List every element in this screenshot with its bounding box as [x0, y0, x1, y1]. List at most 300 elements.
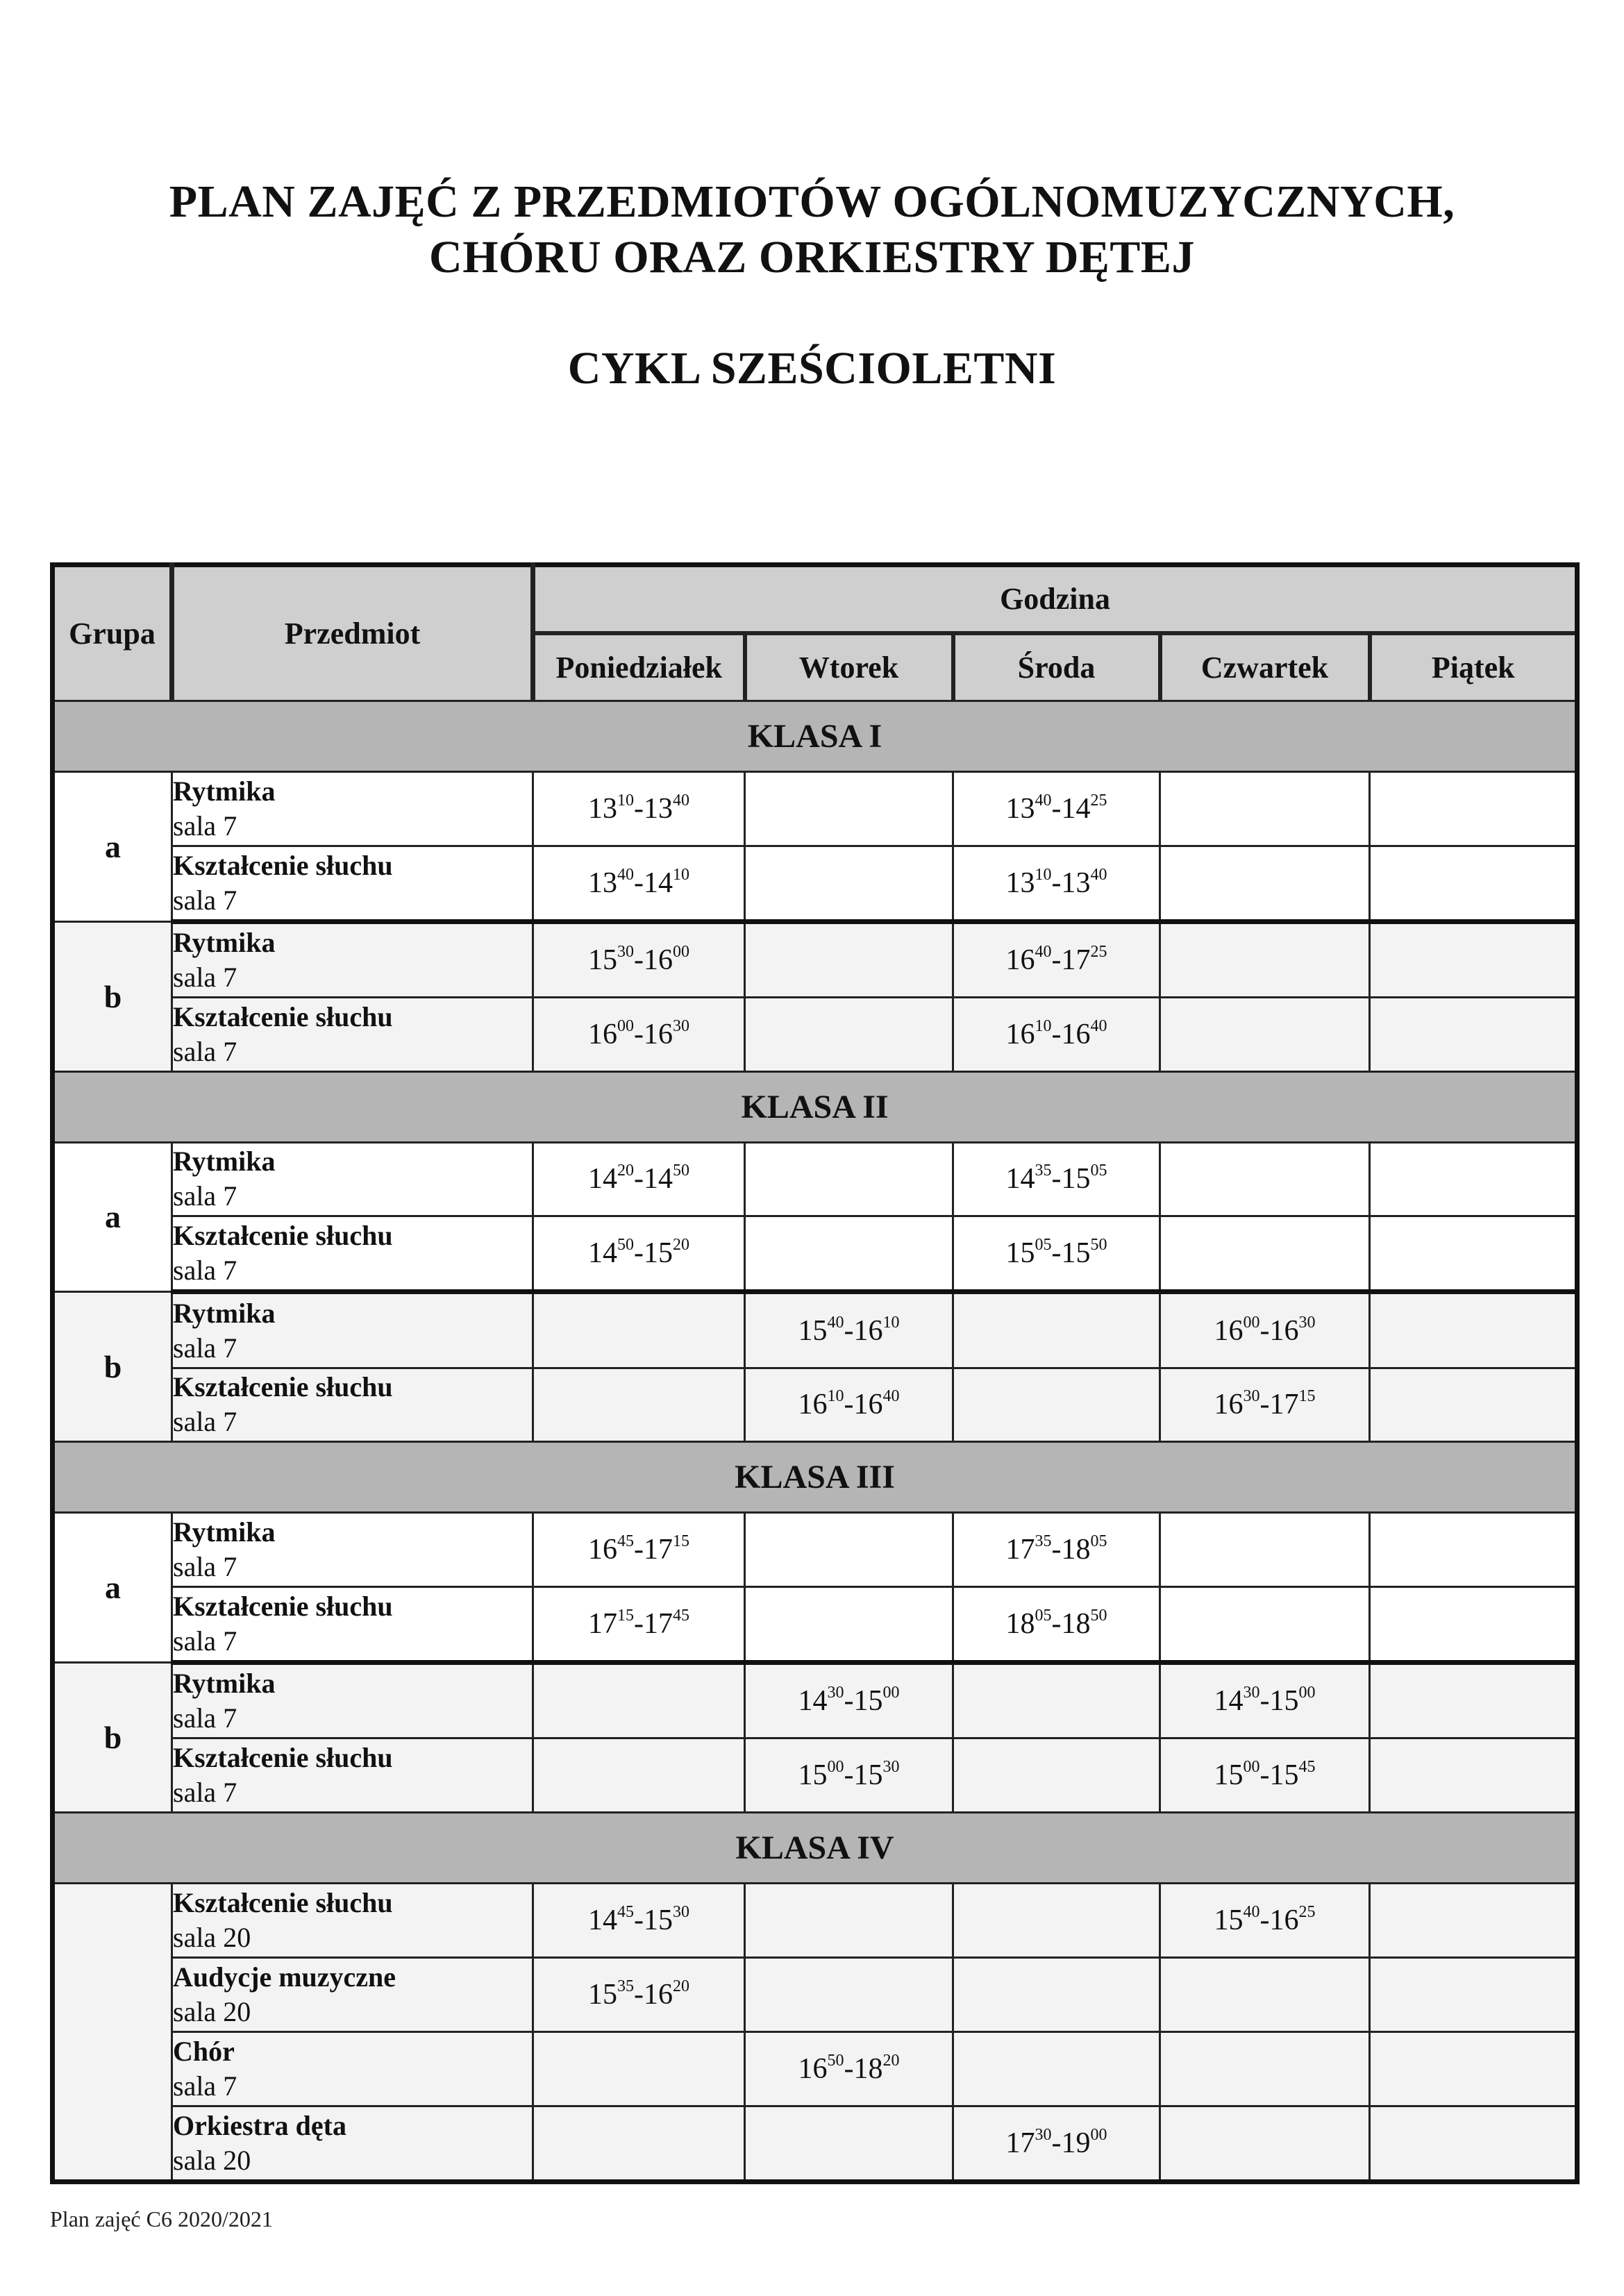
schedule-row — [53, 921, 1577, 997]
time-cell — [533, 1663, 745, 1738]
time-cell — [953, 1142, 1160, 1216]
time-cell — [1370, 1216, 1577, 1292]
room-label: sala 7 — [173, 884, 237, 916]
time-cell — [953, 1216, 1160, 1292]
end-minutes: 15 — [1298, 1387, 1316, 1406]
subject-name: Chór — [173, 2035, 235, 2067]
end-hour: 16 — [1269, 1904, 1299, 1936]
subject-cell — [172, 1513, 533, 1587]
start-hour: 16 — [1005, 944, 1035, 976]
time-cell — [533, 1513, 745, 1587]
time-dash: - — [634, 1163, 644, 1196]
start-minutes: 10 — [1035, 1016, 1052, 1035]
start-hour: 17 — [1005, 2127, 1035, 2159]
start-minutes: 40 — [1243, 1902, 1260, 1921]
start-hour: 13 — [1005, 866, 1035, 899]
start-hour: 15 — [1214, 1759, 1244, 1792]
time-cell — [1370, 1663, 1577, 1738]
start-hour: 16 — [798, 2052, 828, 2085]
time-cell — [953, 2031, 1160, 2106]
subject-name: Rytmika — [173, 1668, 276, 1700]
time-dash: - — [1051, 1534, 1062, 1566]
subject-name: Kształcenie słuchu — [173, 849, 393, 881]
start-minutes: 40 — [617, 865, 634, 884]
start-hour: 14 — [588, 1163, 617, 1196]
time-dash: - — [634, 1018, 644, 1050]
end-minutes: 25 — [1090, 791, 1107, 810]
end-hour: 17 — [644, 1534, 673, 1566]
time-dash: - — [1051, 1608, 1062, 1641]
time-dash: - — [634, 944, 644, 976]
start-hour: 17 — [1005, 1534, 1035, 1566]
subject-cell — [172, 846, 533, 921]
end-minutes: 15 — [673, 1532, 689, 1551]
start-minutes: 05 — [1035, 1236, 1052, 1255]
time-cell — [745, 2106, 953, 2181]
time-cell — [1370, 771, 1577, 846]
subject-name: Kształcenie słuchu — [173, 1886, 393, 1918]
time-cell — [533, 1587, 745, 1663]
time-dash: - — [634, 1534, 644, 1566]
start-minutes: 10 — [827, 1387, 844, 1406]
start-minutes: 45 — [617, 1532, 634, 1551]
start-hour: 13 — [1005, 792, 1035, 825]
start-hour: 17 — [588, 1608, 617, 1641]
subject-cell — [172, 2031, 533, 2106]
schedule-row — [53, 1368, 1577, 1442]
group-label: b — [53, 1292, 172, 1442]
time-cell — [953, 2106, 1160, 2181]
end-hour: 16 — [1061, 1018, 1091, 1050]
klasa-heading: KLASA I — [53, 701, 1577, 772]
time-cell — [533, 1738, 745, 1813]
klasa-row — [53, 1442, 1577, 1513]
end-minutes: 50 — [1090, 1236, 1107, 1255]
end-minutes: 30 — [673, 1016, 689, 1035]
time-dash: - — [1259, 1389, 1270, 1421]
time-dash: - — [1259, 1759, 1270, 1792]
subject-cell — [172, 1883, 533, 1957]
end-minutes: 00 — [1090, 2125, 1107, 2144]
subject-name: Kształcenie słuchu — [173, 1000, 393, 1032]
end-minutes: 10 — [882, 1313, 900, 1332]
end-hour: 16 — [1269, 1314, 1299, 1347]
subject-name: Rytmika — [173, 1516, 276, 1548]
time-cell — [953, 1738, 1160, 1813]
schedule-row — [53, 771, 1577, 846]
time-cell — [533, 1883, 745, 1957]
end-minutes: 20 — [673, 1236, 689, 1255]
klasa-heading: KLASA II — [53, 1071, 1577, 1142]
end-hour: 18 — [853, 2052, 883, 2085]
start-minutes: 35 — [617, 1977, 634, 1995]
group-label: a — [53, 1142, 172, 1292]
header-godzina: Godzina — [533, 565, 1577, 633]
subject-cell — [172, 2106, 533, 2181]
end-hour: 15 — [644, 1237, 673, 1270]
start-hour: 14 — [1005, 1163, 1035, 1196]
time-cell — [745, 771, 953, 846]
time-dash: - — [634, 792, 644, 825]
schedule-table — [50, 562, 1580, 2184]
klasa-heading: KLASA IV — [53, 1813, 1577, 1884]
group-label: b — [53, 921, 172, 1071]
time-cell — [1370, 1142, 1577, 1216]
end-hour: 16 — [853, 1314, 883, 1347]
time-cell — [1160, 1513, 1370, 1587]
end-hour: 19 — [1061, 2127, 1091, 2159]
start-hour: 15 — [798, 1759, 828, 1792]
subject-name: Rytmika — [173, 775, 276, 807]
time-cell — [745, 1587, 953, 1663]
time-cell — [1160, 1216, 1370, 1292]
time-dash: - — [634, 1608, 644, 1641]
time-cell — [1370, 1883, 1577, 1957]
header-day: Poniedziałek — [533, 633, 745, 701]
end-minutes: 05 — [1090, 1162, 1107, 1180]
start-hour: 16 — [588, 1534, 617, 1566]
end-hour: 16 — [644, 944, 673, 976]
group-label: a — [53, 1513, 172, 1663]
schedule-row — [53, 1883, 1577, 1957]
time-cell — [953, 1883, 1160, 1957]
subject-name: Kształcenie słuchu — [173, 1220, 393, 1252]
time-dash: - — [1259, 1904, 1270, 1936]
time-cell — [1160, 846, 1370, 921]
time-cell — [533, 1216, 745, 1292]
end-hour: 14 — [644, 1163, 673, 1196]
schedule-row — [53, 1663, 1577, 1738]
end-minutes: 45 — [1298, 1758, 1316, 1777]
subject-cell — [172, 1368, 533, 1442]
start-minutes: 00 — [827, 1758, 844, 1777]
end-minutes: 40 — [882, 1387, 900, 1406]
subject-cell — [172, 1587, 533, 1663]
start-hour: 14 — [588, 1904, 617, 1936]
time-cell — [953, 846, 1160, 921]
time-cell — [745, 997, 953, 1071]
subject-cell — [172, 997, 533, 1071]
schedule-row — [53, 1216, 1577, 1292]
room-label: sala 20 — [173, 1921, 251, 1953]
end-hour: 18 — [1061, 1534, 1091, 1566]
time-cell — [745, 1292, 953, 1368]
start-hour: 15 — [588, 944, 617, 976]
group-label: a — [53, 771, 172, 921]
start-minutes: 10 — [1035, 865, 1052, 884]
time-cell — [745, 1368, 953, 1442]
end-minutes: 50 — [1090, 1607, 1107, 1625]
end-minutes: 30 — [882, 1758, 900, 1777]
time-cell — [953, 921, 1160, 997]
time-dash: - — [1259, 1314, 1270, 1347]
footer-note: Plan zajęć C6 2020/2021 — [50, 2206, 273, 2231]
start-minutes: 00 — [1243, 1313, 1260, 1332]
time-cell — [745, 1663, 953, 1738]
end-hour: 13 — [644, 792, 673, 825]
subject-name: Kształcenie słuchu — [173, 1742, 393, 1774]
end-hour: 15 — [644, 1904, 673, 1936]
time-cell — [1370, 921, 1577, 997]
start-minutes: 30 — [617, 942, 634, 961]
start-minutes: 45 — [617, 1902, 634, 1921]
time-cell — [953, 771, 1160, 846]
time-cell — [953, 1513, 1160, 1587]
time-cell — [1160, 1292, 1370, 1368]
start-minutes: 35 — [1035, 1162, 1052, 1180]
subject-cell — [172, 1663, 533, 1738]
subject-name: Rytmika — [173, 1297, 276, 1329]
time-cell — [745, 921, 953, 997]
room-label: sala 7 — [173, 1702, 237, 1734]
room-label: sala 7 — [173, 961, 237, 993]
time-cell — [1160, 1587, 1370, 1663]
end-minutes: 05 — [1090, 1532, 1107, 1551]
end-minutes: 20 — [673, 1977, 689, 1995]
end-minutes: 40 — [1090, 1016, 1107, 1035]
end-minutes: 40 — [1090, 865, 1107, 884]
start-hour: 14 — [588, 1237, 617, 1270]
time-cell — [745, 1216, 953, 1292]
time-cell — [1370, 1513, 1577, 1587]
end-hour: 15 — [853, 1759, 883, 1792]
start-minutes: 40 — [827, 1313, 844, 1332]
title-line-1: PLAN ZAJĘĆ Z PRZEDMIOTÓW OGÓLNOMUZYCZNYCH, — [169, 176, 1455, 227]
time-dash: - — [1051, 944, 1062, 976]
schedule-row — [53, 997, 1577, 1071]
schedule-row — [53, 2031, 1577, 2106]
start-hour: 16 — [1214, 1389, 1244, 1421]
end-hour: 15 — [1061, 1163, 1091, 1196]
end-hour: 17 — [1269, 1389, 1299, 1421]
start-minutes: 15 — [617, 1607, 634, 1625]
start-hour: 13 — [588, 792, 617, 825]
time-cell — [1160, 997, 1370, 1071]
time-cell — [953, 997, 1160, 1071]
end-hour: 18 — [1061, 1608, 1091, 1641]
room-label: sala 7 — [173, 1625, 237, 1657]
end-hour: 14 — [644, 866, 673, 899]
header-day: Środa — [953, 633, 1160, 701]
time-dash: - — [1051, 1237, 1062, 1270]
schedule-row — [53, 846, 1577, 921]
time-dash: - — [844, 2052, 854, 2085]
room-label: sala 20 — [173, 1995, 251, 2027]
time-cell — [533, 1142, 745, 1216]
start-hour: 14 — [798, 1685, 828, 1718]
header-day: Piątek — [1370, 633, 1577, 701]
header-day: Czwartek — [1160, 633, 1370, 701]
header-grupa: Grupa — [53, 565, 172, 701]
end-minutes: 20 — [882, 2051, 900, 2070]
time-cell — [1370, 997, 1577, 1071]
time-cell — [533, 846, 745, 921]
start-hour: 16 — [1214, 1314, 1244, 1347]
subtitle: CYKL SZEŚCIOLETNI — [567, 343, 1057, 394]
schedule-row — [53, 1738, 1577, 1813]
schedule-row — [53, 1513, 1577, 1587]
time-dash: - — [1051, 2127, 1062, 2159]
subject-cell — [172, 1292, 533, 1368]
room-label: sala 7 — [173, 1551, 237, 1583]
subject-name: Rytmika — [173, 1146, 276, 1178]
time-cell — [533, 1292, 745, 1368]
start-minutes: 40 — [1035, 942, 1052, 961]
end-minutes: 25 — [1090, 942, 1107, 961]
time-cell — [745, 1513, 953, 1587]
end-minutes: 30 — [673, 1902, 689, 1921]
time-cell — [1370, 1587, 1577, 1663]
title-line-2: CHÓRU ORAZ ORKIESTRY DĘTEJ — [429, 232, 1195, 283]
room-label: sala 7 — [173, 2070, 237, 2102]
time-cell — [533, 771, 745, 846]
time-cell — [1160, 1142, 1370, 1216]
start-minutes: 05 — [1035, 1607, 1052, 1625]
time-cell — [1370, 1738, 1577, 1813]
room-label: sala 7 — [173, 1180, 237, 1212]
group-label: b — [53, 1663, 172, 1813]
time-cell — [745, 1883, 953, 1957]
end-hour: 15 — [853, 1685, 883, 1718]
time-cell — [953, 1368, 1160, 1442]
end-hour: 14 — [1061, 792, 1091, 825]
schedule-row — [53, 1292, 1577, 1368]
end-hour: 16 — [853, 1389, 883, 1421]
end-minutes: 25 — [1298, 1902, 1316, 1921]
start-hour: 14 — [1214, 1685, 1244, 1718]
time-cell — [745, 1142, 953, 1216]
start-minutes: 00 — [1243, 1758, 1260, 1777]
time-dash: - — [634, 1978, 644, 2011]
room-label: sala 7 — [173, 1332, 237, 1364]
time-dash: - — [844, 1389, 854, 1421]
end-minutes: 50 — [673, 1162, 689, 1180]
time-dash: - — [634, 1237, 644, 1270]
room-label: sala 7 — [173, 1035, 237, 1067]
start-hour: 18 — [1005, 1608, 1035, 1641]
time-cell — [1160, 771, 1370, 846]
time-dash: - — [1051, 1018, 1062, 1050]
end-minutes: 40 — [673, 791, 689, 810]
time-cell — [1160, 921, 1370, 997]
time-cell — [1160, 1883, 1370, 1957]
start-hour: 16 — [798, 1389, 828, 1421]
klasa-heading: KLASA III — [53, 1442, 1577, 1513]
subject-cell — [172, 771, 533, 846]
end-minutes: 45 — [673, 1607, 689, 1625]
end-hour: 15 — [1269, 1759, 1299, 1792]
klasa-row — [53, 701, 1577, 772]
subject-name: Kształcenie słuchu — [173, 1591, 393, 1623]
schedule-row — [53, 1142, 1577, 1216]
time-cell — [745, 1957, 953, 2031]
time-cell — [1370, 846, 1577, 921]
time-cell — [1370, 2031, 1577, 2106]
end-minutes: 00 — [673, 942, 689, 961]
room-label: sala 7 — [173, 810, 237, 841]
header-day: Wtorek — [745, 633, 953, 701]
time-cell — [1160, 1368, 1370, 1442]
end-hour: 15 — [1061, 1237, 1091, 1270]
end-hour: 17 — [1061, 944, 1091, 976]
end-hour: 16 — [644, 1018, 673, 1050]
subject-name: Audycje muzyczne — [173, 1961, 396, 1993]
time-cell — [533, 1957, 745, 2031]
start-minutes: 00 — [617, 1016, 634, 1035]
time-cell — [1370, 1292, 1577, 1368]
start-minutes: 40 — [1035, 791, 1052, 810]
time-dash: - — [844, 1685, 854, 1718]
end-hour: 13 — [1061, 866, 1091, 899]
time-cell — [745, 1738, 953, 1813]
subject-name: Orkiestra dęta — [173, 2109, 346, 2141]
time-dash: - — [1051, 792, 1062, 825]
time-cell — [1160, 1663, 1370, 1738]
subject-cell — [172, 1957, 533, 2031]
time-cell — [953, 1957, 1160, 2031]
room-label: sala 7 — [173, 1255, 237, 1287]
start-minutes: 50 — [827, 2051, 844, 2070]
time-dash: - — [844, 1314, 854, 1347]
subject-cell — [172, 1738, 533, 1813]
klasa-row — [53, 1813, 1577, 1884]
start-hour: 15 — [798, 1314, 828, 1347]
start-minutes: 20 — [617, 1162, 634, 1180]
end-minutes: 00 — [882, 1684, 900, 1702]
time-cell — [745, 846, 953, 921]
start-minutes: 30 — [827, 1684, 844, 1702]
subject-cell — [172, 921, 533, 997]
start-minutes: 30 — [1243, 1387, 1260, 1406]
start-hour: 16 — [1005, 1018, 1035, 1050]
time-cell — [1160, 1738, 1370, 1813]
time-cell — [533, 997, 745, 1071]
room-label: sala 20 — [173, 2144, 251, 2176]
end-minutes: 00 — [1298, 1684, 1316, 1702]
start-hour: 15 — [588, 1978, 617, 2011]
time-cell — [953, 1663, 1160, 1738]
start-hour: 16 — [588, 1018, 617, 1050]
time-cell — [745, 2031, 953, 2106]
time-cell — [1370, 2106, 1577, 2181]
end-hour: 15 — [1269, 1685, 1299, 1718]
subject-name: Rytmika — [173, 926, 276, 958]
time-dash: - — [634, 866, 644, 899]
room-label: sala 7 — [173, 1777, 237, 1809]
time-cell — [533, 921, 745, 997]
end-hour: 17 — [644, 1608, 673, 1641]
subject-cell — [172, 1142, 533, 1216]
start-minutes: 35 — [1035, 1532, 1052, 1551]
start-minutes: 10 — [617, 791, 634, 810]
room-label: sala 7 — [173, 1406, 237, 1438]
time-cell — [1370, 1368, 1577, 1442]
time-cell — [1160, 2031, 1370, 2106]
time-cell — [953, 1587, 1160, 1663]
header-przedmiot: Przedmiot — [172, 565, 533, 701]
schedule-body — [53, 701, 1577, 2182]
time-cell — [1160, 1957, 1370, 2031]
time-dash: - — [1051, 866, 1062, 899]
start-minutes: 30 — [1035, 2125, 1052, 2144]
time-cell — [953, 1292, 1160, 1368]
time-cell — [1160, 2106, 1370, 2181]
start-hour: 13 — [588, 866, 617, 899]
end-minutes: 10 — [673, 865, 689, 884]
time-dash: - — [634, 1904, 644, 1936]
time-dash: - — [844, 1759, 854, 1792]
time-cell — [1370, 1957, 1577, 2031]
